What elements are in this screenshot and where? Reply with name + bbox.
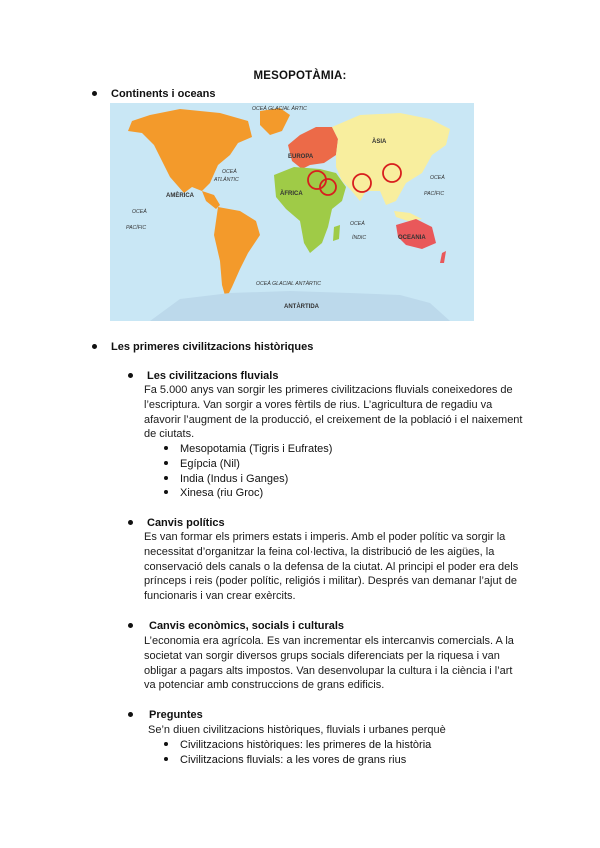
heading-fluvials: Les civilitzacions fluvials: [128, 369, 278, 383]
label-pacific-left-1: OCEÀ: [132, 209, 147, 215]
bullet-continents: [92, 87, 216, 101]
label-antartida: ANTÀRTIDA: [284, 304, 319, 310]
bullet-dot: [164, 757, 168, 761]
label-atlantic-2: ATLÀNTIC: [214, 177, 239, 183]
bullet-dot: [128, 623, 133, 628]
label-pacific-left-2: PACÍFIC: [126, 225, 147, 231]
page-title: MESOPOTÀMIA:: [253, 70, 347, 82]
label-europa: EUROPA: [288, 154, 314, 160]
bullet-dot: [92, 344, 97, 349]
heading-questions: Preguntes: [128, 708, 203, 722]
politics-line: conservació dels canals o la defensa de la ciutat. Al principi el poder era dels: [144, 560, 519, 573]
economics-line: societat van sorgir diversos grups socials diferenciats per la riquesa i van: [144, 649, 500, 662]
label-america: AMÈRICA: [166, 193, 194, 199]
politics-line: funcionaris i van crear exèrcits.: [144, 590, 296, 603]
list-item: India (Indus i Ganges): [164, 472, 332, 487]
economics-paragraph: [144, 634, 544, 693]
list-item: Egípcia (Nil): [164, 457, 332, 472]
politics-line: prínceps i reis (poder polític, religiós i militar). Després van demanar l’ajut de: [144, 575, 517, 588]
questions-intro: Se’n diuen civilitzacions històriques, fluvials i urbanes perquè: [148, 724, 446, 736]
bullet-dot: [164, 476, 168, 480]
bullet-dot: [164, 490, 168, 494]
fluvials-paragraph: [144, 383, 544, 442]
bullet-dot: [92, 91, 97, 96]
list-item: Civilitzacions fluvials: a les vores de grans rius: [164, 753, 431, 768]
label-oceania: OCEANIA: [398, 235, 426, 241]
fluvials-line: de ciutats.: [144, 428, 195, 441]
bullet-dot: [128, 712, 133, 717]
list-item: Mesopotamia (Tigris i Eufrates): [164, 442, 332, 457]
list-item: Xinesa (riu Groc): [164, 486, 332, 501]
bullet-dot: [128, 373, 133, 378]
questions-list: [164, 738, 431, 768]
label-pacific-right-1: OCEÀ: [430, 175, 445, 181]
label-ocean-antarctic: OCEÀ GLACIAL ANTÀRTIC: [256, 281, 322, 287]
fluvials-list: [164, 442, 332, 501]
fluvials-line: l’escriptura. Van sorgir a vores fèrtils de rius. L’agricultura de regadiu va: [144, 398, 493, 411]
bullet-dot: [164, 446, 168, 450]
bullet-dot: [164, 461, 168, 465]
fluvials-line: afavorir l’augment de la producció, el creixement de la població i el naixement: [144, 413, 523, 426]
politics-line: necessitat d’organitzar la feina col·lectiva, la distribució de les aigües, la: [144, 545, 495, 558]
label-indic-1: OCEÀ: [350, 221, 365, 227]
section-civilizations-label: Les primeres civilitzacions històriques: [111, 341, 314, 353]
fluvials-line: Fa 5.000 anys van sorgir les primeres civilitzacions fluvials coneixedores de: [144, 384, 513, 396]
list-item: Civilitzacions històriques: les primeres de la història: [164, 738, 431, 753]
label-ocean-arctic: OCEÀ GLACIAL ÀRTIC: [252, 106, 307, 112]
label-africa: ÀFRICA: [280, 191, 303, 197]
bullet-civilizations: [92, 340, 313, 354]
politics-paragraph: [144, 530, 544, 604]
world-map: [110, 103, 474, 321]
bullet-dot: [128, 520, 133, 525]
label-atlantic-1: OCEÀ: [222, 169, 237, 175]
politics-line: Es van formar els primers estats i imperis. Amb el poder polític va sorgir la: [144, 531, 506, 543]
label-asia: ÀSIA: [372, 139, 387, 145]
bullet-dot: [164, 742, 168, 746]
madagascar-shape: [333, 225, 340, 241]
economics-line: va potenciar amb construccions de grans edificis.: [144, 679, 385, 692]
heading-politics: Canvis polítics: [128, 516, 225, 530]
label-pacific-right-2: PACÍFIC: [424, 191, 445, 197]
section-continents-label: Continents i oceans: [111, 88, 216, 100]
economics-line: obligar a pagars alts impostos. Van desenvolupar la cultura i la ciència i l’art: [144, 664, 513, 677]
economics-line: L’economia era agrícola. Es van incrementar els intercanvis comercials. A la: [144, 635, 514, 647]
label-indic-2: ÍNDIC: [352, 235, 367, 241]
heading-economics: Canvis econòmics, socials i culturals: [128, 619, 344, 633]
